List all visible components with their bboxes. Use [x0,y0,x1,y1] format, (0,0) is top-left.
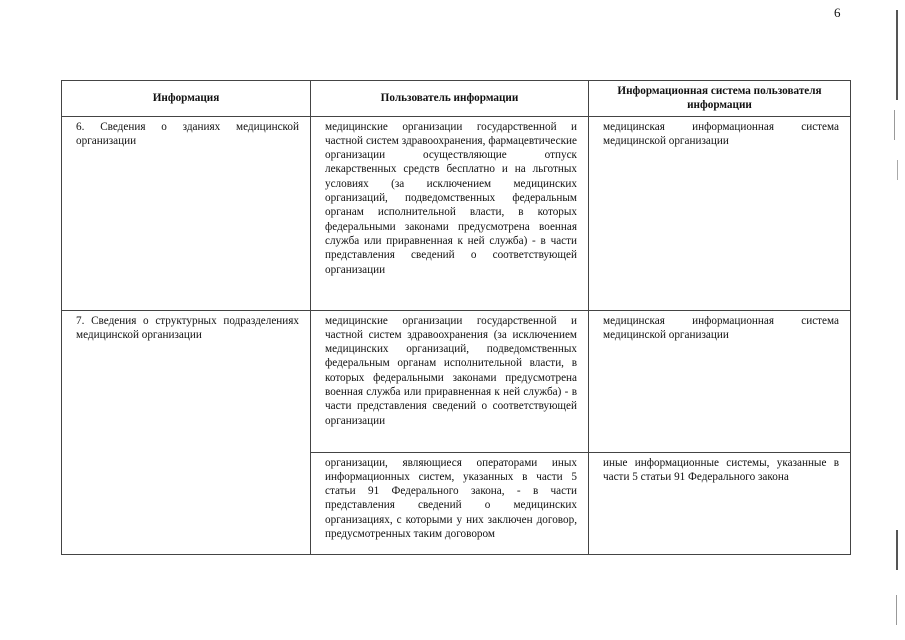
row-7-user-1: медицинские организации государственной и частной систем здравоохранения (за исключением медицинских организаций, подведомственных федеральным органам исполнительной власти, в которых федеральными законами предусмотрена военная служба или приравненная к ней служба) - в части представления сведений о соответствующей организации [311,310,589,452]
row-6-information: 6. Сведения о зданиях медицинской организации [62,116,311,310]
table-row [62,310,851,452]
table-header-row [62,81,851,117]
page-number: 6 [834,5,841,20]
document-table [61,80,851,555]
header-information-system: Информационная система пользователя информации [589,81,851,117]
row-7-information: 7. Сведения о структурных подразделениях медицинской организации [62,310,311,554]
table-row [62,116,851,310]
header-information-user: Пользователь информации [311,81,589,117]
row-6-user: медицинские организации государственной и частной систем здравоохранения, фармацевтические организации осуществляющие отпуск лекарственных средств бесплатно и на льготных условиях (за исключением медицинских организаций, подведомственных федеральным органам исполнительной власти, в которых федеральными законами предусмотрена военная служба или приравненная к ней служба) - в части представления сведений о соответствующей организации [311,116,589,310]
row-7-system-1: медицинская информационная система медицинской организации [589,310,851,452]
row-7-user-2: организации, являющиеся операторами иных информационных систем, указанных в части 5 статьи 91 Федерального закона, - в части представления сведений о медицинских организациях, с которыми у них заключен договор, предусмотренных таким договором [311,452,589,554]
row-6-system: медицинская информационная система медицинской организации [589,116,851,310]
header-information: Информация [62,81,311,117]
row-7-system-2: иные информационные системы, указанные в части 5 статьи 91 Федерального закона [589,452,851,554]
